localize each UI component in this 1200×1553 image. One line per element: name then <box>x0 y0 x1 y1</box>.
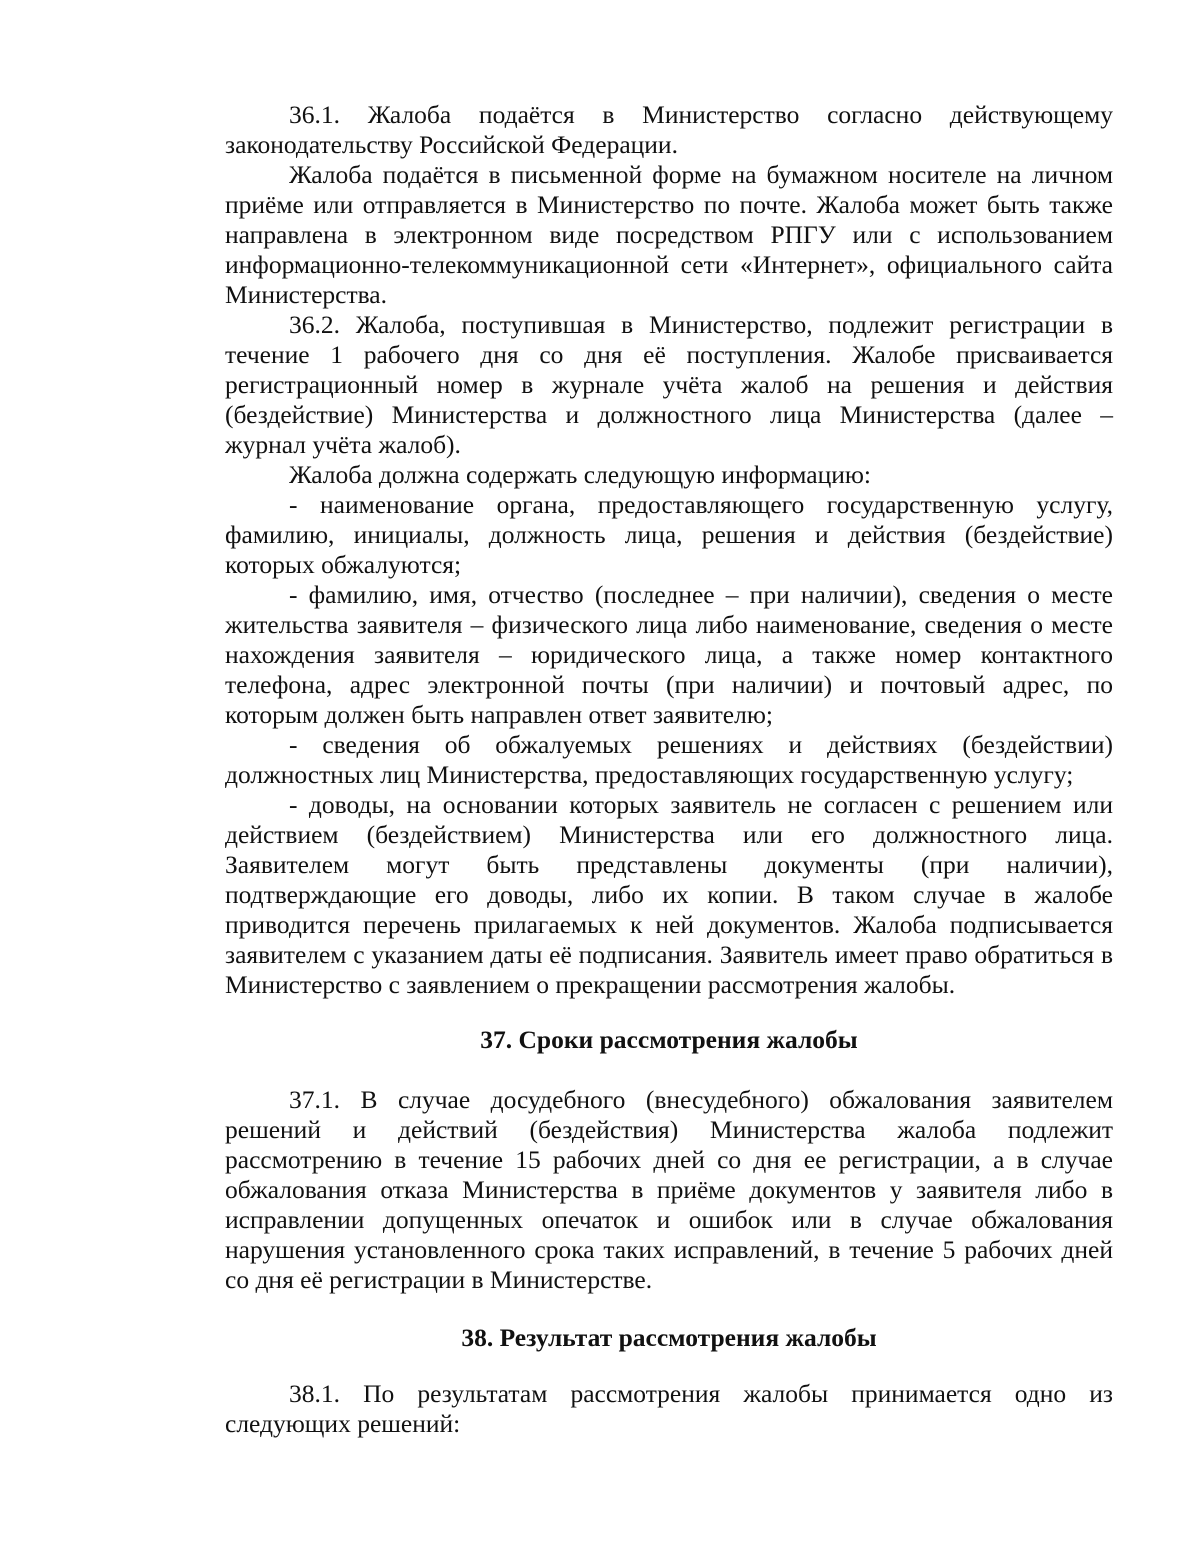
list-item-arguments: - доводы, на основании которых заявитель не согласен с решением или действием (бездействием) Министерства или его должностного лица. Заявителем могут быть представлены документы (при наличии), подтверждающие его доводы, либо их копии. В таком случае в жалобе приводится перечень прилагаемых к ней документов. Жалоба подписывается заявителем с указанием даты её подписания. Заявитель имеет право обратиться в Министерство с заявлением о прекращении рассмотрения жалобы. <box>225 790 1113 999</box>
paragraph-36-1: 36.1. Жалоба подаётся в Министерство согласно действующему законодательству Российской Федерации. <box>225 100 1113 159</box>
spacer <box>225 1295 1113 1323</box>
paragraph-38-1: 38.1. По результатам рассмотрения жалобы принимается одно из следующих решений: <box>225 1379 1113 1438</box>
list-item-appealed-decisions: - сведения об обжалуемых решениях и действиях (бездействии) должностных лиц Министерства, предоставляющих государственную услугу; <box>225 730 1113 789</box>
spacer <box>225 1353 1113 1379</box>
spacer <box>225 1055 1113 1085</box>
section-heading-37: 37. Сроки рассмотрения жалобы <box>480 1025 858 1054</box>
paragraph-36-2: 36.2. Жалоба, поступившая в Министерство, подлежит регистрации в течение 1 рабочего дня со дня её поступления. Жалобе присваивается регистрационный номер в журнале учёта жалоб на решения и действия (бездействие) Министерства и должностного лица Министерства (далее – журнал учёта жалоб). <box>225 310 1113 459</box>
paragraph-37-1: 37.1. В случае досудебного (внесудебного) обжалования заявителем решений и действий (бездействия) Министерства жалоба подлежит рассмотрению в течение 15 рабочих дней со дня ее регистрации, а в случае обжалования отказа Министерства в приёме документов у заявителя либо в исправлении допущенных опечаток и ошибок или в случае обжалования нарушения установленного срока таких исправлений, в течение 5 рабочих дней со дня её регистрации в Министерстве. <box>225 1085 1113 1294</box>
section-heading-38: 38. Результат рассмотрения жалобы <box>461 1323 877 1352</box>
list-item-applicant-details: - фамилию, имя, отчество (последнее – при наличии), сведения о месте жительства заявителя – физического лица либо наименование, сведения о месте нахождения заявителя – юридического лица, а также номер контактного телефона, адрес электронной почты (при наличии) и почтовый адрес, по которым должен быть направлен ответ заявителю; <box>225 580 1113 729</box>
list-item-authority-name: - наименование органа, предоставляющего государственную услугу, фамилию, инициалы, должность лица, решения и действия (бездействие) которых обжалуются; <box>225 490 1113 579</box>
paragraph-required-info: Жалоба должна содержать следующую информацию: <box>289 460 872 489</box>
spacer <box>225 1000 1113 1025</box>
document-page <box>225 100 1113 1439</box>
paragraph-submission-form: Жалоба подаётся в письменной форме на бумажном носителе на личном приёме или отправляется в Министерство по почте. Жалоба может быть также направлена в электронном виде посредством РПГУ или с использованием информационно-телекоммуникационной сети «Интернет», официального сайта Министерства. <box>225 160 1113 309</box>
